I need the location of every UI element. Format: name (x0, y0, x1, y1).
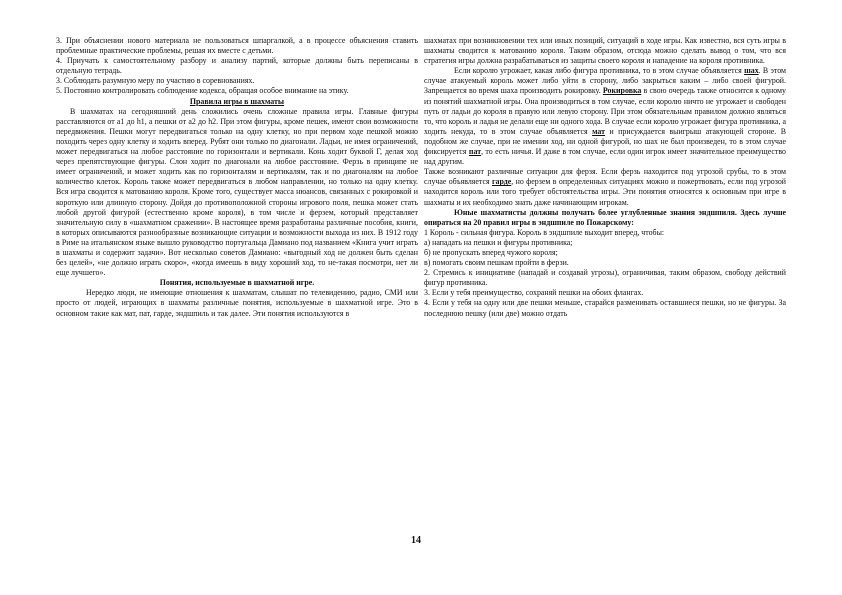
right-column (424, 36, 786, 319)
list-item: 2. Стремись к инициативе (нападай и создавай угрозы), ограничивая, таким образом, свободу действий фигур противника. (424, 268, 786, 288)
list-item: 3. Если у тебя преимущество, сохраняй пешки на обоих флангах. (424, 288, 644, 298)
text-span: . В этом случае атакуемый король может либо уйти в сторону, либо закрыться каким – либо своей фигурой. Запрещается во время шаха производить рокировку. (424, 66, 786, 96)
paragraph-intro: шахматах при возникновении тех или иных позиций, ситуаций в ходе игры. Как известно, вся суть игры в шахматы сводится к матованию короля. Таким образом, отсюда можно сделать вывод о том, что вся стратегия игры должна разрабатываться из защиты своего короля и нападение на короля противника. (424, 36, 786, 66)
text-span: Если королю угрожает, какая либо фигура противника, то в этом случае объявляется (454, 66, 745, 76)
term-rokirovka: Рокировка (602, 86, 642, 96)
list-item: 3. При объяснении нового материала не пользоваться шпаргалкой, а в процессе объяснения ставить проблемные практические проблемы, решая их вместе с детьми. (56, 36, 418, 56)
text-span: и присуждается выигрыш атакующей стороне. В подобном же случае, при не имении ход, ни одной фигурой, но шах не был произведен, то в этом случае фиксируется (424, 126, 786, 157)
list-item: 3. Соблюдать разумную меру по участию в соревнованиях. (56, 76, 255, 86)
text-span: , но ферзем в определенных ситуациях можно и пожертвовать, если под угрозой находится король или того требует обстоятельства игры. Эти понятия относятся к основным при игре в шахматы и их необходимо знать даже начинающим игрокам. (424, 177, 786, 207)
list-item: 1 Король - сильная фигура. Король в эндшпиле выходит вперед, чтобы: (424, 227, 665, 237)
concepts-paragraph: Нередко люди, не имеющие отношения к шахматам, слышат по телевидению, радио, СМИ или просто от людей, играющих в шахматы различные понятия, используемые в шахматной игре. Это в основном такие как мат, пат, гарде, эндшпиль и так далее. Эти понятия используются в (56, 288, 418, 318)
text-span: в свою очередь также относится к одному из понятий шахматной игры. Она производиться в том случае, если королю ничто не угрожает и свободен путь от ладьи до короля в правую или левую сторону. При этом обязательным правилом должно являться то, что король и ладья не делали еще ни одного хода. В случае если королю угрожает фигура противника, а ходить некуда, то в этом случае объявляется (424, 86, 786, 136)
list-item: в) помогать своим пешкам пройти в ферзи. (424, 258, 569, 268)
list-item: а) нападать на пешки и фигуры противника; (424, 237, 573, 247)
text-span: , то есть ничья. И даже в том случае, если один игрок имеет значительное преимущество над другим. (424, 147, 786, 167)
list-item: 5. Постоянно контролировать соблюдение кодекса, обращая особое внимание на этику. (56, 86, 349, 96)
list-item: 4. Если у тебя на одну или две пешки меньше, старайся разменивать остaвшиеся пешки, но не фигуры. За последнюю пешку (или две) можно отдать (424, 298, 786, 318)
term-mat: мат (592, 126, 606, 136)
term-shah: шах (744, 66, 759, 76)
concepts-heading: Понятия, используемые в шахматной игре. (159, 278, 315, 288)
text-span: Также возникают различные ситуации для ферзя. Если ферзь находится под угрозой срубы, то в этом случае объявляется (424, 167, 786, 187)
list-item: 4. Приучать к самостоятельному разбору и анализу партий, которые должны быть переписаны в отдельную тетрадь. (56, 56, 418, 76)
left-column (56, 36, 418, 319)
page-number: 14 (411, 535, 421, 546)
paragraph-garde (424, 167, 786, 207)
term-pat: пат (468, 147, 482, 157)
list-item: б) не пропускать вперед чужого короля; (424, 247, 558, 257)
rules-paragraph: В шахматах на сегодняшний день сложились очень сложные правила игры. Главные фигуры расставляются от a1 до h1, а пешки от a2 до h2. При этом фигуры, кроме пешек, имеют свои возможности передвижения. Пешки могут передвигаться только на одну клетку, но при первом ходе пешкой можно походить через одну клетку и ходить вперед. Рубят они только по диагонали. Ладьи, не имея ограничений, может передвигаться на любое расстояние по горизонтали и вертикали. Конь ходит буквой Г, делая ход через препятствующие фигуры. Слон ходит по диагонали на любое расстояние. Ферзь в принципе не имеет ограничений, и может ходить как по горизонталям и вертикалям, так и по диагоналям на любое количество клеток. Король также может передвигаться в любом направлении, но только на одну клетку. Вся игра сводится к матованию короля. Кроме того, существует масса нюансов, связанных с рокировкой и короткую или длинную сторону. Дойдя до противоположной стороны игрового поля, пешка может стать любой другой фигурой (естественно кроме короля), в том числе и ферзем, который представляет значительную силу в «шахматном сражении». В настоящее время разработаны различные пособия, книги, в которых описываются разнообразные возникающие ситуации и возможности выхода из них. В 1912 году в Риме на итальянском языке вышло руководство португальца Дамиано под названием «Книга учит играть в шахматы и содержит задачи». Вот несколько советов Дамиано: «выгодный ход не должен быть сделан без целей», «не должно играть скоро», «когда имеешь в виду хороший ход, то не-тaкая посмотри, нет ли еще лучшего». (56, 106, 418, 278)
paragraph-endgame: Юные шахматисты должны получать более углубленные знания эндшпиля. Здесь лучше опираться на 20 правил игры в эндшпиле по Пожарскому: (424, 207, 786, 227)
term-garde: гарде (491, 177, 512, 187)
paragraph-shah (424, 66, 786, 167)
endgame-rules-list (424, 228, 786, 319)
rules-heading: Правила игры в шахматы (189, 96, 285, 106)
